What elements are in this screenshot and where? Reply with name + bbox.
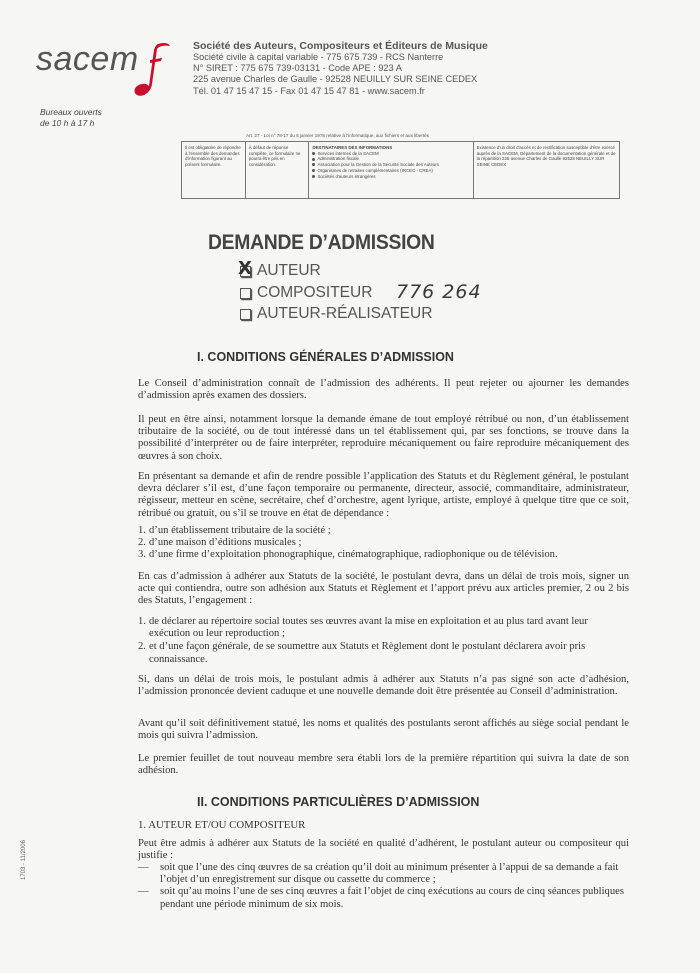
handwritten-member-number: 776 264 xyxy=(396,281,482,303)
form-reference-code: 1703 - 11/2006 xyxy=(21,840,27,880)
bullet-icon xyxy=(312,175,315,178)
bullet-icon xyxy=(312,152,315,155)
commitment-list xyxy=(138,616,629,666)
privacy-info-table xyxy=(181,141,620,199)
hours-line: Bureaux ouverts xyxy=(40,107,102,117)
checkbox-auteur-realisateur[interactable] xyxy=(240,309,251,320)
subsection-title: 1. AUTEUR ET/OU COMPOSITEUR xyxy=(138,819,306,831)
bullet-icon xyxy=(312,158,315,161)
list-item: — soit qu’au moins l’une de ses cinq œuvres a fait l’objet de cinq exécutions au cours de cinq séances publiques pendant une période minimum de six mois. xyxy=(138,886,624,910)
option-label: AUTEUR-RÉALISATEUR xyxy=(257,305,433,322)
paragraph: Le Conseil d’administration connaît de l’admission des adhérents. Il peut rejeter ou ajourner les demandes d’admission après examen des dossiers. xyxy=(138,378,629,402)
recipient-item: Services internes de la SACEM xyxy=(312,151,469,157)
company-info xyxy=(193,40,573,97)
list-item: 2. d’une maison d’éditions musicales ; xyxy=(138,537,302,549)
company-line: Société civile à capital variable - 775 675 739 - RCS Nanterre xyxy=(193,52,444,62)
list-item: 1. de déclarer au répertoire social toutes ses œuvres avant la mise en exploitation et au plus tard avant leur exécution ou leur reproduction ; xyxy=(138,616,588,640)
checkbox-auteur[interactable] xyxy=(238,257,252,279)
form-title: DEMANDE D’ADMISSION xyxy=(208,231,435,254)
recipient-item: Sociétés d'auteurs étrangères xyxy=(312,174,469,180)
bullet-icon xyxy=(312,163,315,166)
sacem-logo xyxy=(36,40,186,100)
recipients-heading: DESTINATAIRES DES INFORMATIONS xyxy=(312,145,393,150)
company-line: 225 avenue Charles de Gaulle - 92528 NEUILLY SUR SEINE CEDEX xyxy=(193,74,478,85)
paragraph: En cas d’admission à adhérer aux Statuts de la société, le postulant devra, dans un délai de trois mois, signer un acte qui contiendra, outre son adhésion aux Statuts et Règlement et l’apport prévu aux articles premier, 2 ou 2 bis des Statuts, l’engagement : xyxy=(138,571,629,607)
company-name: Société des Auteurs, Compositeurs et Éditeurs de Musique xyxy=(193,40,488,52)
condition-list xyxy=(138,862,629,911)
list-item: — soit que l’une des cinq œuvres de sa création qu’il doit au minimum présenter à l’appui de sa demande a fait l’objet d’un enregistrement sur disque ou cassette du commerce ; xyxy=(138,862,619,886)
info-cell-obligation: Il est obligatoire de répondre à l'ensemble des demandes d'information figurant au présent formulaire. xyxy=(182,142,246,198)
logo-wordmark: sacem xyxy=(36,40,139,78)
paragraph: Si, dans un délai de trois mois, le postulant admis à adhérer aux Statuts n’a pas signé son acte d’adhésion, l’admission prononcée devient caduque et une nouvelle demande doit être présentée au Conseil d’administration. xyxy=(138,674,629,698)
recipient-item: Association pour la Gestion de la Sécurité Sociale des Auteurs xyxy=(312,162,469,168)
paragraph: Peut être admis à adhérer aux Statuts de la société en qualité d’adhérent, le postulant auteur ou compositeur qui justifie : xyxy=(138,838,629,862)
option-label: AUTEUR xyxy=(257,262,321,279)
info-cell-default: À défaut de réponse complète, ce formulaire ne pourra être pris en considération. xyxy=(246,142,310,198)
logo-note-icon xyxy=(128,40,172,102)
law-reference: Art. 27 - Loi n° 78-17 du 6 janvier 1978 relative à l'informatique, aux fichiers et aux libertés xyxy=(246,133,429,138)
info-cell-access-right: Existence d'un droit d'accès et de rectification susceptible d'être exercé auprès de la SACEM, Département de la documentation générale et de la répartition 225 avenue Charles de Gaulle 92528 NEUILLY SUR SEINE CEDEX xyxy=(476,145,616,168)
list-item: 3. d’une firme d’exploitation phonographique, cinématographique, radiophonique ou de télévision. xyxy=(138,549,558,561)
list-item: 2. et d’une façon générale, de se soumettre aux Statuts et Règlement dont le postulant déclarera avoir pris connaissance. xyxy=(138,641,586,665)
check-mark-icon: X xyxy=(238,257,252,279)
section-2-title: II. CONDITIONS PARTICULIÈRES D’ADMISSION xyxy=(197,795,480,809)
list-item: 1. d’un établissement tributaire de la société ; xyxy=(138,525,331,536)
option-auteur-realisateur[interactable] xyxy=(240,305,432,323)
info-cell-recipients xyxy=(309,142,473,198)
paragraph: Le premier feuillet de tout nouveau membre sera établi lors de la première répartition qui suivra la date de son adhésion. xyxy=(138,753,629,777)
office-hours xyxy=(40,107,102,128)
option-label: COMPOSITEUR xyxy=(257,284,373,301)
section-1-title: I. CONDITIONS GÉNÉRALES D’ADMISSION xyxy=(197,350,454,364)
company-line: Tél. 01 47 15 47 15 - Fax 01 47 15 47 81 - www.sacem.fr xyxy=(193,85,425,96)
dependency-list xyxy=(138,525,629,562)
option-compositeur[interactable] xyxy=(240,284,372,302)
company-line: N° SIRET : 775 675 739-03131 - Code APE : 923 A xyxy=(193,63,402,74)
recipient-item: Administration fiscale xyxy=(312,156,469,162)
option-auteur[interactable] xyxy=(238,257,321,280)
paragraph: En présentant sa demande et afin de rendre possible l’application des Statuts et du Règlement général, le postulant devra déclarer s’il est, d’une façon temporaire ou permanente, directeur, associé, commanditaire, administrateur, régisseur, metteur en scène, secrétaire, chef d’orchestre, agent lyrique, artiste, employé à quelque titre que ce soit, rétribué ou gratuit, ou s’il se trouve en état de dépendance : xyxy=(138,471,629,519)
recipient-item: Organismes de retraites complémentaires (IRCEC - CREA) xyxy=(312,168,469,174)
bullet-icon xyxy=(312,169,315,172)
checkbox-compositeur[interactable] xyxy=(240,288,251,299)
hours-line: de 10 h à 17 h xyxy=(40,117,95,128)
paragraph: Il peut en être ainsi, notamment lorsque la demande émane de tout employé rétribué ou non, d’un établissement tributaire de la société, ou de tout intéressé dans un tel établissement qui, par ses fonctions, se trouve dans la possibilité d’interpréter ou de faire interpréter, reproduire mécaniquement ou faire reproduire mécaniquement des œuvres à son choix. xyxy=(138,414,629,462)
paragraph: Avant qu’il soit définitivement statué, les noms et qualités des postulants seront affichés au siège social pendant le mois qui suivra l’admission. xyxy=(138,718,629,742)
